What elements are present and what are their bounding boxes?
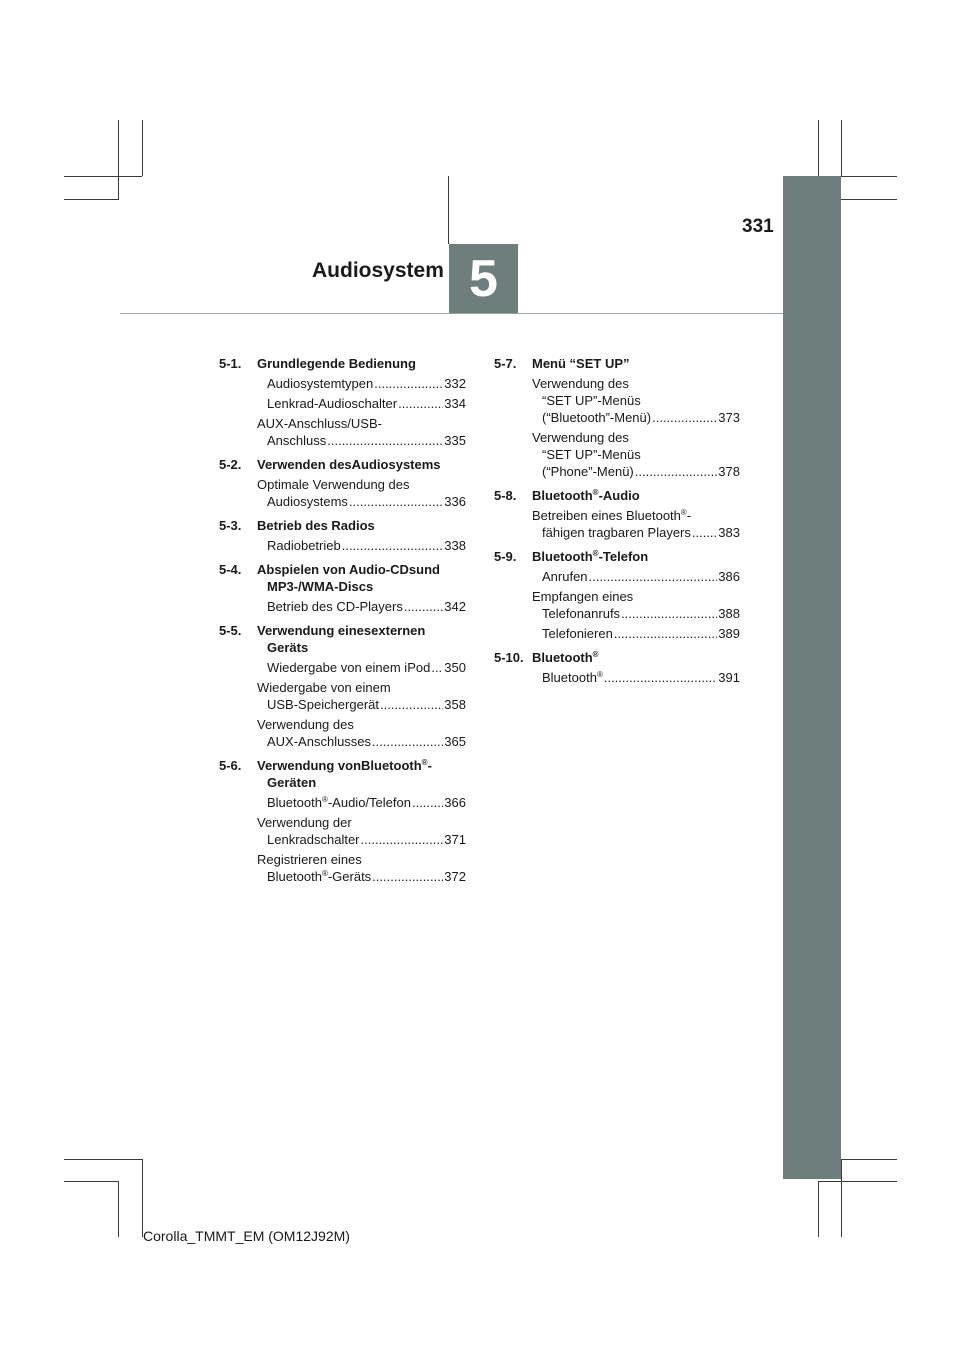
entry-page: 391 bbox=[718, 670, 740, 685]
entry-page: 371 bbox=[444, 832, 466, 847]
entry-title: AUX-Anschlusses bbox=[267, 734, 372, 749]
leader-dots bbox=[372, 868, 443, 885]
entry-title-text: Bluetooth bbox=[267, 869, 322, 884]
toc-section-5-4 bbox=[219, 561, 466, 615]
section-title[interactable] bbox=[532, 487, 740, 504]
section-title-text: Bluetooth bbox=[361, 758, 422, 773]
registered-mark: ® bbox=[321, 795, 328, 804]
section-number: 5-9. bbox=[494, 549, 517, 564]
section-number: 5-3. bbox=[219, 518, 242, 533]
toc-entry[interactable] bbox=[532, 588, 740, 622]
leader-dots bbox=[380, 696, 443, 713]
section-number: 5-10. bbox=[494, 650, 524, 665]
registered-mark: ® bbox=[592, 549, 599, 558]
section-number: 5-5. bbox=[219, 623, 242, 638]
section-title-text: -Geräten bbox=[267, 758, 432, 790]
section-title-text: -Audio bbox=[598, 488, 640, 503]
entry-title: (“Phone”-Menü) bbox=[542, 464, 634, 479]
crop-mark bbox=[142, 120, 143, 176]
entry-title-line: Verwendung des bbox=[532, 430, 629, 445]
section-number: 5-6. bbox=[219, 758, 242, 773]
section-title-line: Audiosystems bbox=[351, 457, 441, 472]
entry-page: 366 bbox=[444, 795, 466, 810]
entry-title: Anrufen bbox=[542, 569, 588, 584]
entry-title bbox=[267, 868, 371, 885]
toc-entry[interactable] bbox=[257, 794, 466, 811]
entry-title-line: Optimale Verwendung des bbox=[257, 477, 410, 492]
toc-entry[interactable] bbox=[532, 429, 740, 480]
registered-mark: ® bbox=[421, 758, 428, 767]
section-title[interactable] bbox=[257, 456, 466, 473]
toc-entry[interactable] bbox=[257, 415, 466, 449]
toc-section-5-6 bbox=[219, 757, 466, 885]
entry-title-text: Bluetooth bbox=[542, 670, 597, 685]
crop-mark bbox=[142, 1159, 143, 1237]
entry-title-line: Verwendung der bbox=[257, 815, 352, 830]
entry-title-text: -Audio/Telefon bbox=[327, 795, 411, 810]
entry-title: Telefonanrufs bbox=[542, 606, 621, 621]
toc-entry[interactable] bbox=[532, 669, 740, 686]
registered-mark: ® bbox=[592, 650, 599, 659]
toc-entry[interactable] bbox=[532, 375, 740, 426]
chapter-number-box: 5 bbox=[449, 244, 518, 314]
section-title[interactable] bbox=[257, 757, 466, 791]
crop-mark bbox=[818, 1181, 897, 1182]
crop-mark bbox=[64, 199, 118, 200]
leader-dots bbox=[404, 598, 443, 615]
entry-title-line: “SET UP”-Menüs bbox=[542, 447, 641, 462]
leader-dots bbox=[412, 794, 443, 811]
leader-dots bbox=[361, 831, 444, 848]
leader-dots bbox=[589, 568, 718, 585]
section-title[interactable]: Betrieb des Radios bbox=[257, 518, 375, 533]
entry-title bbox=[542, 669, 603, 686]
toc-section-5-9 bbox=[494, 548, 740, 642]
leader-dots bbox=[614, 625, 717, 642]
leader-dots bbox=[349, 493, 443, 510]
section-title-line: externen Geräts bbox=[267, 623, 426, 655]
crop-mark bbox=[841, 176, 897, 177]
leader-dots bbox=[652, 409, 717, 426]
toc-entry[interactable] bbox=[257, 814, 466, 848]
crop-mark bbox=[64, 176, 142, 177]
entry-title: Lenkrad-Audioschalter bbox=[267, 396, 398, 411]
entry-title-text: Betreiben eines Bluetooth bbox=[532, 508, 681, 523]
entry-title-line: Verwendung des bbox=[532, 376, 629, 391]
crop-mark bbox=[118, 1181, 119, 1237]
entry-page: 336 bbox=[444, 494, 466, 509]
entry-title-line: Registrieren eines bbox=[257, 852, 362, 867]
toc-entry[interactable] bbox=[257, 375, 466, 392]
leader-dots bbox=[431, 659, 443, 676]
leader-dots bbox=[372, 733, 443, 750]
section-number: 5-1. bbox=[219, 356, 242, 371]
entry-title-line: Empfangen eines bbox=[532, 589, 634, 604]
document-footer: Corolla_TMMT_EM (OM12J92M) bbox=[143, 1228, 350, 1244]
entry-title: Audiosystems bbox=[267, 494, 348, 509]
section-number: 5-4. bbox=[219, 562, 242, 577]
entry-page: 350 bbox=[444, 660, 466, 675]
entry-title: Wiedergabe von einem iPod bbox=[267, 660, 431, 675]
toc-section-5-7 bbox=[494, 355, 740, 480]
section-number: 5-8. bbox=[494, 488, 517, 503]
section-title[interactable] bbox=[257, 622, 466, 656]
entry-page: 334 bbox=[444, 396, 466, 411]
toc-section-5-10 bbox=[494, 649, 740, 686]
entry-page: 389 bbox=[718, 626, 740, 641]
section-title-text: Bluetooth bbox=[532, 488, 593, 503]
header-rule bbox=[120, 313, 783, 314]
leader-dots bbox=[635, 463, 718, 480]
chapter-title: Audiosystem bbox=[312, 259, 444, 282]
registered-mark: ® bbox=[592, 488, 599, 497]
crop-mark bbox=[64, 1181, 118, 1182]
entry-title: fähigen tragbaren Players bbox=[542, 525, 691, 540]
section-title-text: -Telefon bbox=[598, 549, 649, 564]
entry-title: Lenkradschalter bbox=[267, 832, 360, 847]
entry-title-text: Bluetooth bbox=[267, 795, 322, 810]
entry-page: 388 bbox=[718, 606, 740, 621]
crop-mark bbox=[841, 120, 842, 176]
entry-page: 365 bbox=[444, 734, 466, 749]
crop-mark bbox=[818, 1181, 819, 1237]
entry-page: 338 bbox=[444, 538, 466, 553]
entry-page: 335 bbox=[444, 433, 466, 448]
section-title[interactable]: Grundlegende Bedienung bbox=[257, 356, 416, 371]
registered-mark: ® bbox=[596, 670, 603, 679]
toc-section-5-2 bbox=[219, 456, 466, 510]
leader-dots bbox=[342, 537, 444, 554]
entry-page: 358 bbox=[444, 697, 466, 712]
entry-title: (“Bluetooth”-Menü) bbox=[542, 410, 652, 425]
leader-dots bbox=[604, 669, 717, 686]
entry-title: Radiobetrieb bbox=[267, 538, 341, 553]
toc-entry[interactable] bbox=[257, 716, 466, 750]
entry-title-line: Verwendung des bbox=[257, 717, 354, 732]
toc-section-5-1 bbox=[219, 355, 466, 449]
leader-dots bbox=[398, 395, 443, 412]
crop-mark bbox=[841, 1159, 897, 1160]
crop-mark bbox=[448, 176, 449, 244]
section-number: 5-7. bbox=[494, 356, 517, 371]
section-title-line: Abspielen von Audio-CDs bbox=[257, 562, 417, 577]
section-title-line: und MP3-/WMA-Discs bbox=[267, 562, 440, 594]
section-title[interactable] bbox=[257, 561, 466, 595]
entry-page: 332 bbox=[444, 376, 466, 391]
entry-title: Telefonieren bbox=[542, 626, 613, 641]
chapter-side-tab bbox=[783, 176, 841, 1179]
entry-title-line: Wiedergabe von einem bbox=[257, 680, 391, 695]
crop-mark bbox=[118, 120, 119, 200]
section-title[interactable]: Menü “SET UP” bbox=[532, 356, 630, 371]
toc-entry[interactable] bbox=[257, 659, 466, 676]
registered-mark: ® bbox=[680, 508, 687, 517]
toc-entry[interactable] bbox=[532, 507, 740, 541]
section-title[interactable] bbox=[532, 548, 740, 565]
registered-mark: ® bbox=[321, 869, 328, 878]
entry-title: Anschluss bbox=[267, 433, 327, 448]
entry-title bbox=[267, 794, 411, 811]
entry-page: 372 bbox=[444, 869, 466, 884]
toc-entry[interactable] bbox=[257, 395, 466, 412]
section-title-line: Verwendung eines bbox=[257, 623, 372, 638]
page-number: 331 bbox=[742, 216, 774, 237]
entry-page: 378 bbox=[718, 464, 740, 479]
section-number: 5-2. bbox=[219, 457, 242, 472]
toc-column-left bbox=[219, 355, 466, 892]
toc-section-5-8 bbox=[494, 487, 740, 541]
toc-entry[interactable] bbox=[257, 598, 466, 615]
entry-title: Betrieb des CD-Players bbox=[267, 599, 403, 614]
entry-title-text: -Geräts bbox=[327, 869, 372, 884]
entry-title-line: AUX-Anschluss/USB- bbox=[257, 416, 382, 431]
leader-dots bbox=[327, 432, 443, 449]
section-title[interactable] bbox=[532, 649, 740, 666]
toc-entry[interactable] bbox=[257, 537, 466, 554]
toc-section-5-5 bbox=[219, 622, 466, 750]
toc-entry[interactable] bbox=[257, 851, 466, 885]
toc-section-5-3 bbox=[219, 517, 466, 554]
entry-page: 383 bbox=[718, 525, 740, 540]
entry-page: 342 bbox=[444, 599, 466, 614]
entry-title-line: “SET UP”-Menüs bbox=[542, 393, 641, 408]
section-title-text: Bluetooth bbox=[532, 650, 593, 665]
entry-title-line bbox=[532, 507, 740, 524]
entry-title: Audiosystemtypen bbox=[267, 376, 374, 391]
leader-dots bbox=[692, 524, 717, 541]
entry-title-text: - bbox=[686, 508, 692, 523]
leader-dots bbox=[621, 605, 717, 622]
crop-mark bbox=[841, 1159, 842, 1237]
entry-page: 373 bbox=[718, 410, 740, 425]
crop-mark bbox=[64, 1159, 142, 1160]
section-title-line: Verwendung von bbox=[257, 758, 362, 773]
toc-entry[interactable] bbox=[257, 476, 466, 510]
toc-entry[interactable] bbox=[532, 568, 740, 585]
leader-dots bbox=[374, 375, 443, 392]
section-title-line: Verwenden des bbox=[257, 457, 352, 472]
section-title-text: Bluetooth bbox=[532, 549, 593, 564]
toc-column-right bbox=[494, 355, 740, 693]
toc-entry[interactable] bbox=[257, 679, 466, 713]
toc-entry[interactable] bbox=[532, 625, 740, 642]
entry-title: USB-Speichergerät bbox=[267, 697, 379, 712]
entry-page: 386 bbox=[718, 569, 740, 584]
